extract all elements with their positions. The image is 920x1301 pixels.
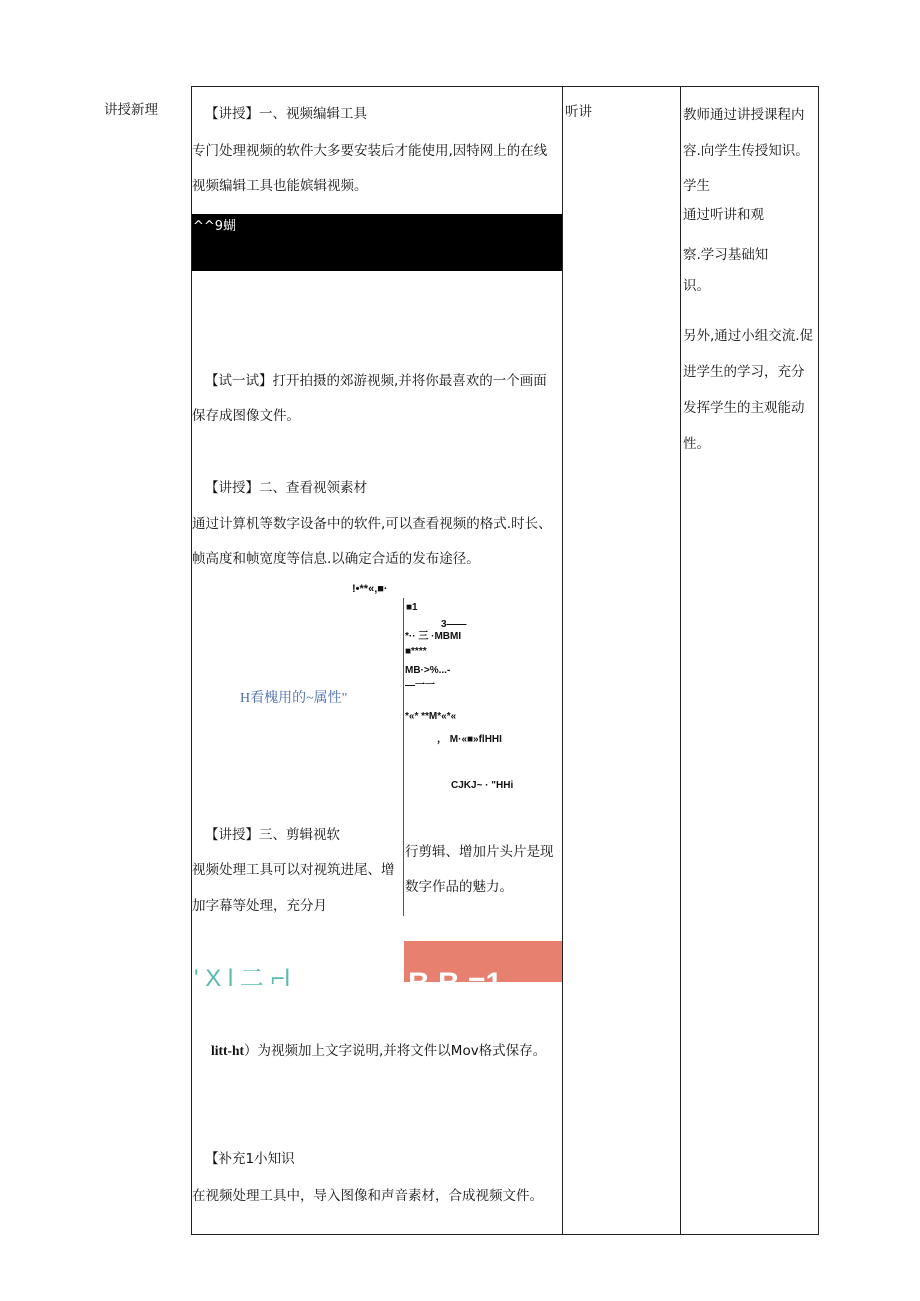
lecture3-right1: 行剪辑、增加片头片是现 [405, 844, 554, 860]
banner-text: ^^9蝴 [193, 219, 237, 234]
lecture1-line2: 视频编辑工具也能嫔辑视频。 [192, 178, 368, 194]
try-it-line2: 保存成图像文件。 [192, 408, 300, 424]
figure-line-1: ■1 [406, 602, 418, 613]
lecture3-right2: 数字作品的魅力。 [405, 879, 513, 895]
row-label: 讲授新理 [104, 102, 158, 118]
lecture3-heading: 【讲授】三、剪辑视软 [205, 827, 340, 843]
table-divider-1 [562, 86, 563, 1235]
mov-line-prefix: litt-ht [211, 1043, 244, 1058]
figure-line-7: *«* **M*«*« [405, 711, 457, 722]
figure-top-text: !•**«,■· [352, 583, 388, 595]
strip-right-text: B B =1 [408, 967, 503, 1000]
intent-line-2: 容.向学生传授知识。 [683, 143, 809, 159]
student-activity: 听讲 [565, 104, 592, 120]
intent-line-6: 识。 [683, 278, 710, 294]
try-it-line1: 【试一试】打开拍摄的郊游视频,并将你最喜欢的一个画面 [205, 373, 547, 389]
figure-line-3: *·· 三 ·MBMI [405, 631, 462, 642]
figure-line-4: ■**** [405, 646, 427, 657]
figure-line-2: 3—— [441, 619, 467, 630]
table-right-border [818, 86, 819, 1235]
lecture2-line2: 帧高度和帧宽度等信息.以确定合适的发布途径。 [192, 551, 480, 567]
figure-divider-line [403, 598, 404, 916]
figure-line-9: CJKJ~ · "HHi [451, 780, 514, 791]
lecture1-line1: 专门处理视频的软件大多要安装后才能使用,因特网上的在线 [192, 143, 548, 159]
lecture3-line1: 视频处理工具可以对视筑进尾、增 [192, 862, 395, 878]
figure-line-6: —一一 [405, 680, 435, 691]
table-bottom-border [191, 1234, 819, 1235]
lecture3-line2: 加字幕等处理，充分月 [192, 898, 327, 914]
lecture1-heading: 【讲授】一、视频编辑工具 [205, 106, 367, 122]
figure-line-5: MB·>%...- [405, 665, 451, 676]
intent-line-8: 进学生的学习，充分 [683, 364, 805, 380]
intent-line-5: 察.学习基础知 [683, 247, 769, 263]
intent-line-9: 发挥学生的主观能动 [683, 400, 805, 416]
supplement-line1: 在视频处理工具中，导入图像和声音素材，合成视频文件。 [192, 1188, 543, 1204]
intent-line-10: 性。 [683, 436, 710, 452]
black-banner [192, 214, 562, 271]
mov-line-text: ）为视频加上文字说明,并将文件以Mov格式保存。 [244, 1043, 547, 1059]
strip-right-image [404, 941, 562, 1000]
strip-left-image [192, 965, 312, 992]
table-divider-2 [680, 86, 681, 1235]
table-top-border [191, 86, 819, 87]
intent-line-3: 学生 [683, 178, 710, 194]
strip-left-text: ' X l 二 ⌐l [194, 965, 290, 992]
mov-line [211, 1042, 546, 1060]
figure-caption: H看槐用的~属性" [240, 691, 348, 706]
intent-line-7: 另外,通过小组交流.促 [683, 328, 814, 344]
intent-line-1: 教师通过讲授课程内 [683, 107, 805, 123]
lecture2-heading: 【讲授】二、查看视领素材 [205, 480, 367, 496]
supplement-heading: 【补充1小知识 [205, 1151, 295, 1167]
intent-line-4: 通过听讲和观 [683, 207, 764, 223]
figure-line-8: ， M·«■»flHHI [437, 734, 502, 745]
lecture2-line1: 通过计算机等数字设备中的软件,可以查看视频的格式.时长、 [192, 516, 552, 532]
